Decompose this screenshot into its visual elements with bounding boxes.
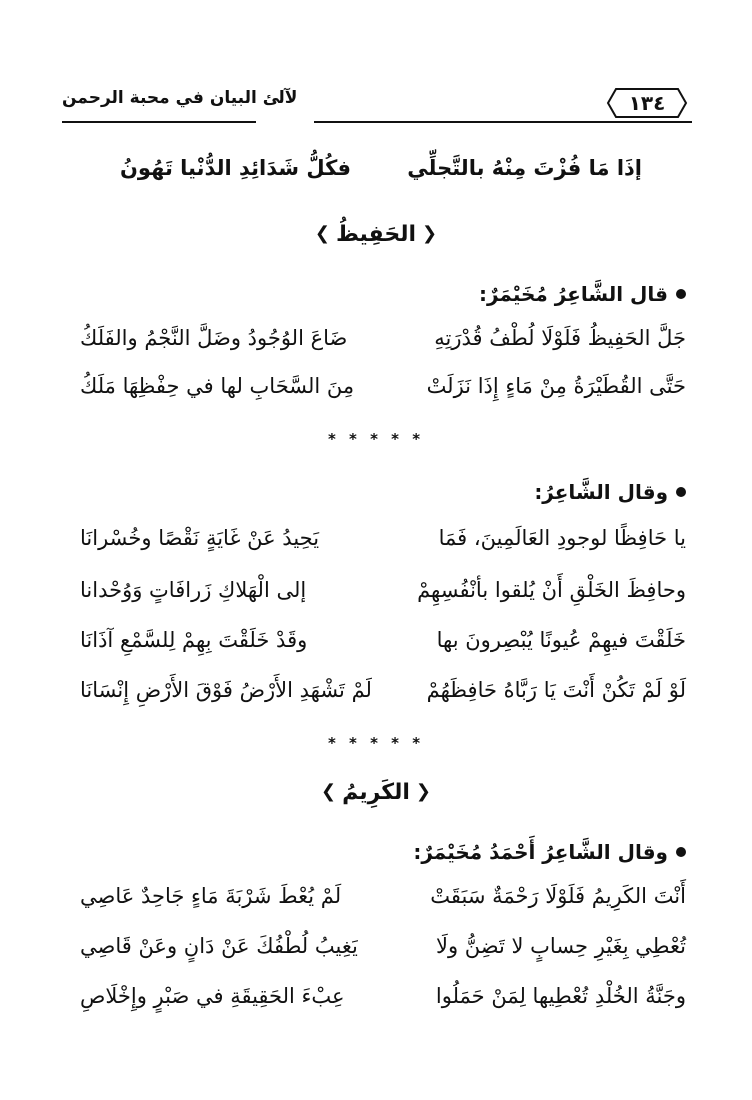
ornament-bracket-icon: ❯ xyxy=(314,223,330,244)
verse-line xyxy=(80,884,686,924)
section-heading-kareem xyxy=(0,780,752,805)
bullet-icon xyxy=(676,289,686,299)
verse-line xyxy=(80,374,686,414)
attribution-text: وقال الشَّاعِرُ أَحْمَدُ مُخَيْمَرٌ: xyxy=(413,840,668,864)
verse-second-hemistich: فكُلُّ شَدَائِدِ الدُّنْيا تَهُونُ xyxy=(120,156,352,180)
running-header-title: لآلئ البيان في محبة الرحمن xyxy=(62,88,298,108)
page-number-badge xyxy=(606,86,688,120)
section-heading-hafeez xyxy=(0,222,752,247)
verse-first-hemistich: خَلَقْتَ فيهِمْ عُيونًا يُبْصِرونَ بها xyxy=(436,628,686,652)
section-heading-text: الكَرِيمُ xyxy=(342,780,410,805)
poem-attribution xyxy=(479,282,686,306)
verse-line xyxy=(80,578,686,618)
attribution-text: قال الشَّاعِرُ مُخَيْمَرٌ: xyxy=(478,282,668,306)
stanza-separator: * * * * * xyxy=(327,734,425,752)
verse-first-hemistich: وجَنَّةُ الخُلْدِ تُعْطِيها لِمَنْ حَمَلُوا xyxy=(435,984,686,1008)
attribution-text: وقال الشَّاعِرُ: xyxy=(534,480,668,504)
verse-second-hemistich: إلى الْهَلاكِ زَرافَاتٍ وَوُحْدانا xyxy=(80,578,307,602)
bullet-icon xyxy=(676,847,686,857)
verse-first-hemistich: إذَا مَا فُزْتَ مِنْهُ بالتَّجلِّي xyxy=(407,156,642,180)
poem-attribution xyxy=(534,480,686,504)
verse-first-hemistich: أَنْتَ الكَرِيمُ فَلَوْلَا رَحْمَةٌ سَبَقَتْ xyxy=(430,884,686,908)
verse-first-hemistich: وحافِظَ الخَلْقِ أَنْ يُلقوا بأنْفُسِهِمْ xyxy=(417,578,686,602)
verse-line xyxy=(80,326,686,366)
verse-first-hemistich: حَتَّى القُطَيْرَةُ مِنْ مَاءٍ إِذَا نَزَلَتْ xyxy=(426,374,686,398)
verse-line xyxy=(80,526,686,566)
header-rule xyxy=(62,121,692,123)
verse-second-hemistich: يَغِيبُ لُطْفُكَ عَنْ دَانٍ وعَنْ قَاصِي xyxy=(80,934,358,958)
verse-first-hemistich: يا حَافِظًا لوجودِ العَالَمِينَ، فَمَا xyxy=(438,526,686,550)
verse-first-hemistich: لَوْ لَمْ تَكُنْ أَنْتَ يَا رَبَّاهُ حَافِظَهُمْ xyxy=(426,678,686,702)
verse-second-hemistich: عِبْءَ الحَقِيقَةِ في صَبْرٍ وإِخْلَاصِ xyxy=(80,984,345,1008)
ornament-bracket-icon: ❮ xyxy=(422,223,438,244)
verse-first-hemistich: تُعْطِي بِغَيْرِ حِسابٍ لا تَضِنُّ ولَا xyxy=(435,934,686,958)
ornament-bracket-icon: ❯ xyxy=(321,781,337,802)
verse-first-hemistich: جَلَّ الحَفِيظُ فَلَوْلَا لُطْفُ قُدْرَتِهِ xyxy=(434,326,686,350)
verse-second-hemistich: وقَدْ خَلَقْتَ بِهِمْ لِلسَّمْعِ آذَانَا xyxy=(80,628,308,652)
verse-line xyxy=(80,984,686,1024)
section-heading-text: الحَفِيظُ xyxy=(335,222,417,247)
verse-second-hemistich: لَمْ تَشْهَدِ الأَرْضُ فَوْقَ الأَرْضِ إِنْسَانَا xyxy=(80,678,372,702)
poem-attribution xyxy=(413,840,686,864)
opening-verse xyxy=(120,156,642,180)
stanza-separator: * * * * * xyxy=(327,430,425,448)
verse-second-hemistich: يَحِيدُ عَنْ غَايَةٍ نَقْصًا وخُسْرانَا xyxy=(80,526,320,550)
verse-second-hemistich: ضَاعَ الوُجُودُ وضَلَّ النَّجْمُ والفَلَكُ xyxy=(80,326,348,350)
bullet-icon xyxy=(676,487,686,497)
verse-second-hemistich: مِنَ السَّحَابِ لها في حِفْظِهَا مَلَكُ xyxy=(80,374,355,398)
verse-line xyxy=(80,628,686,668)
verse-line xyxy=(80,934,686,974)
verse-line xyxy=(80,678,686,718)
page-number: ١٣٤ xyxy=(628,91,666,115)
ornament-bracket-icon: ❮ xyxy=(415,781,431,802)
header-rule-gap xyxy=(256,116,314,126)
verse-second-hemistich: لَمْ يُعْطَ شَرْبَةَ مَاءٍ جَاحِدٌ عَاصِي xyxy=(80,884,342,908)
